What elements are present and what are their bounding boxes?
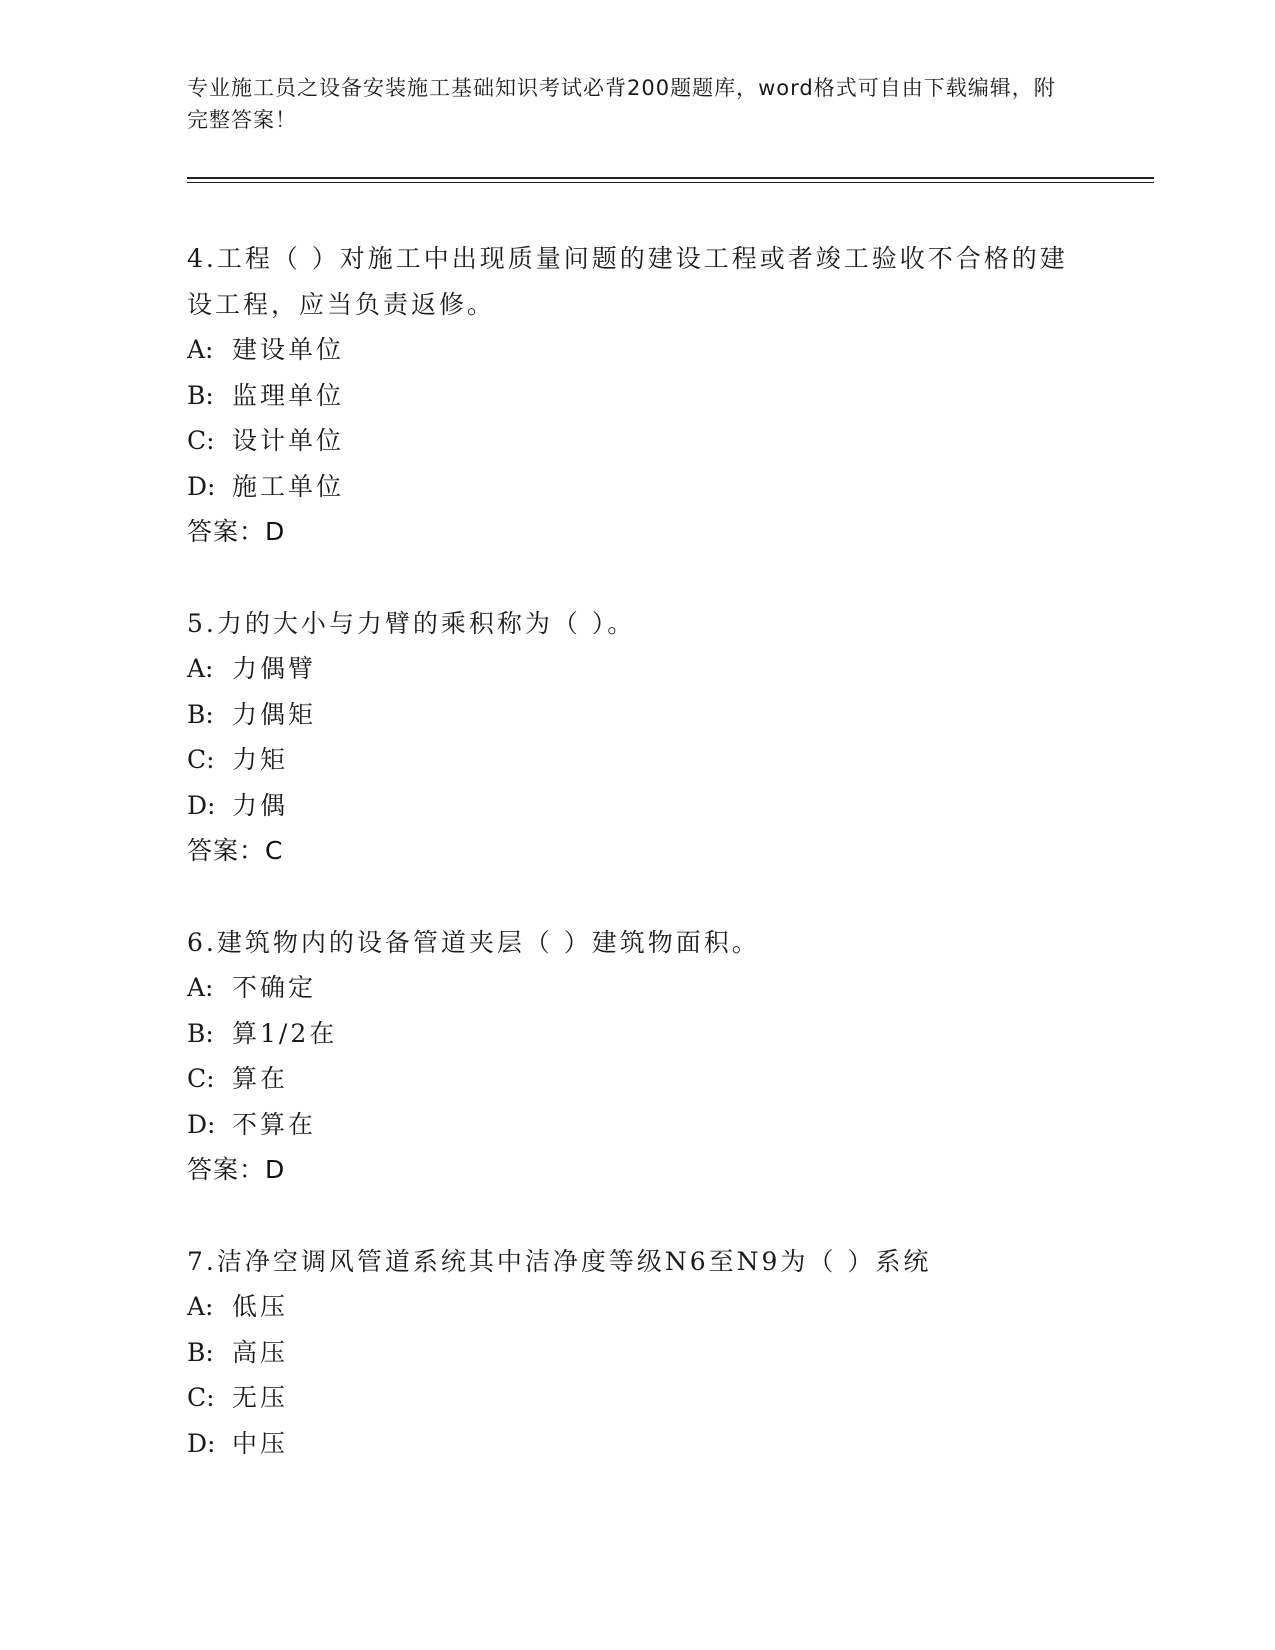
option-letter: A: — [187, 335, 214, 364]
option-c — [187, 737, 1087, 783]
option-letter: B: — [187, 380, 214, 410]
document-header: 专业施工员之设备安装施工基础知识考试必背200题题库，word格式可自由下载编辑，附完整答案！ — [187, 76, 1056, 132]
option-b — [187, 1011, 1087, 1057]
option-text: 施工单位 — [232, 471, 345, 501]
option-b — [187, 373, 1087, 419]
question-stem: 7.洁净空调风管道系统其中洁净度等级N6至N9为（ ）系统 — [187, 1246, 932, 1276]
option-letter: C: — [187, 745, 215, 774]
option-d — [187, 464, 1087, 510]
option-text: 力偶矩 — [232, 699, 317, 729]
option-text: 中压 — [232, 1428, 289, 1458]
option-letter: C: — [187, 1383, 215, 1412]
option-letter: A: — [187, 654, 214, 683]
option-text: 高压 — [232, 1337, 289, 1367]
option-a — [187, 646, 1087, 692]
option-b — [187, 692, 1087, 738]
option-text: 建设单位 — [232, 335, 345, 364]
option-text: 低压 — [232, 1292, 289, 1321]
option-c — [187, 1056, 1087, 1102]
option-text: 设计单位 — [232, 426, 345, 455]
question-5 — [187, 601, 1087, 874]
option-c — [187, 418, 1087, 464]
question-4 — [187, 236, 1087, 555]
question-stem: 4.工程（ ）对施工中出现质量问题的建设工程或者竣工验收不合格的建设工程，应当负责返修。 — [187, 244, 1068, 319]
option-b — [187, 1330, 1087, 1376]
option-letter: B: — [187, 1018, 214, 1048]
option-letter: D: — [187, 1428, 216, 1458]
header-divider-thick — [187, 177, 1154, 179]
question-list — [187, 236, 1087, 1512]
option-a — [187, 327, 1087, 373]
option-letter: A: — [187, 1292, 214, 1321]
option-text: 力偶 — [232, 790, 289, 820]
option-text: 监理单位 — [232, 380, 345, 410]
option-text: 不确定 — [232, 973, 317, 1002]
option-d — [187, 1421, 1087, 1467]
option-text: 不算在 — [232, 1109, 317, 1139]
option-text: 无压 — [232, 1383, 289, 1412]
option-letter: C: — [187, 1064, 215, 1093]
option-letter: D: — [187, 1109, 216, 1139]
option-a — [187, 1284, 1087, 1330]
option-letter: B: — [187, 1337, 214, 1367]
answer-line: 答案：D — [187, 1155, 286, 1184]
question-6 — [187, 920, 1087, 1193]
answer-line: 答案：C — [187, 836, 284, 865]
option-letter: C: — [187, 426, 215, 455]
option-text: 力矩 — [232, 745, 289, 774]
option-letter: D: — [187, 471, 216, 501]
option-text: 力偶臂 — [232, 654, 317, 683]
answer-line: 答案：D — [187, 517, 286, 546]
option-d — [187, 783, 1087, 829]
option-c — [187, 1375, 1087, 1421]
question-stem: 6.建筑物内的设备管道夹层（ ）建筑物面积。 — [187, 927, 760, 957]
option-d — [187, 1102, 1087, 1148]
question-stem: 5.力的大小与力臂的乘积称为（ ）。 — [187, 608, 636, 638]
option-letter: A: — [187, 973, 214, 1002]
option-letter: D: — [187, 790, 216, 820]
option-text: 算1/2在 — [232, 1018, 338, 1048]
option-a — [187, 965, 1087, 1011]
option-letter: B: — [187, 699, 214, 729]
question-7 — [187, 1239, 1087, 1467]
header-divider-thin — [187, 182, 1154, 183]
option-text: 算在 — [232, 1064, 289, 1093]
